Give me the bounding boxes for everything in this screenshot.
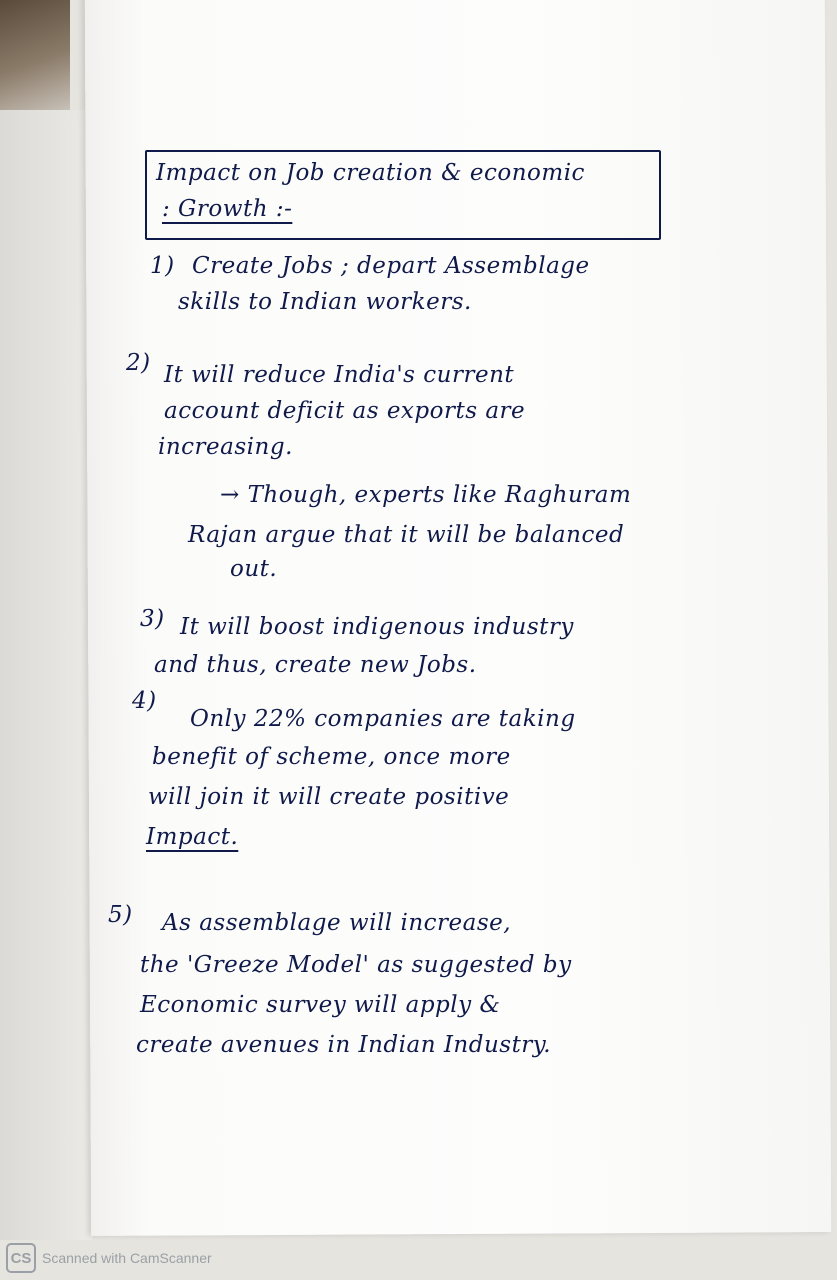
subpoint-line-1: → Though, experts like Raghuram <box>220 482 632 508</box>
point-4-number: 4) <box>132 688 157 714</box>
point-2-line-2: account deficit as exports are <box>164 398 526 424</box>
point-2-number: 2) <box>126 350 151 376</box>
heading-line-1: Impact on Job creation & economic <box>156 160 585 186</box>
point-5-line-3: Economic survey will apply & <box>140 992 501 1018</box>
point-4-line-2: benefit of scheme, once more <box>152 744 511 770</box>
subpoint-line-3: out. <box>230 556 278 582</box>
point-1-line-2: skills to Indian workers. <box>178 289 472 315</box>
point-1-number: 1) <box>150 253 175 279</box>
heading-line-2 <box>162 196 292 222</box>
point-1-line-1: Create Jobs ; depart Assemblage <box>192 253 590 279</box>
point-5-number: 5) <box>108 902 133 928</box>
point-4-line-3: will join it will create positive <box>148 784 510 810</box>
camscanner-watermark <box>6 1240 212 1276</box>
point-5-line-4: create avenues in Indian Industry. <box>136 1032 552 1058</box>
subpoint-line-2: Rajan argue that it will be balanced <box>188 522 625 548</box>
point-4-line-4 <box>146 824 238 850</box>
point-3-number: 3) <box>140 606 165 632</box>
point-3-line-1: It will boost indigenous industry <box>180 614 574 640</box>
camscanner-logo-icon: CS <box>6 1243 36 1273</box>
point-2-line-3: increasing. <box>158 434 293 460</box>
point-3-line-2: and thus, create new Jobs. <box>154 652 477 678</box>
heading-growth: : Growth :- <box>162 196 293 222</box>
point-5-line-1: As assemblage will increase, <box>162 910 512 936</box>
camscanner-text: Scanned with CamScanner <box>42 1250 212 1266</box>
point-4-impact: Impact. <box>146 824 239 850</box>
underlying-sheet <box>0 110 92 1240</box>
point-5-line-2: the 'Greeze Model' as suggested by <box>140 952 572 978</box>
point-2-line-1: It will reduce India's current <box>164 362 515 388</box>
point-4-line-1: Only 22% companies are taking <box>190 706 576 732</box>
